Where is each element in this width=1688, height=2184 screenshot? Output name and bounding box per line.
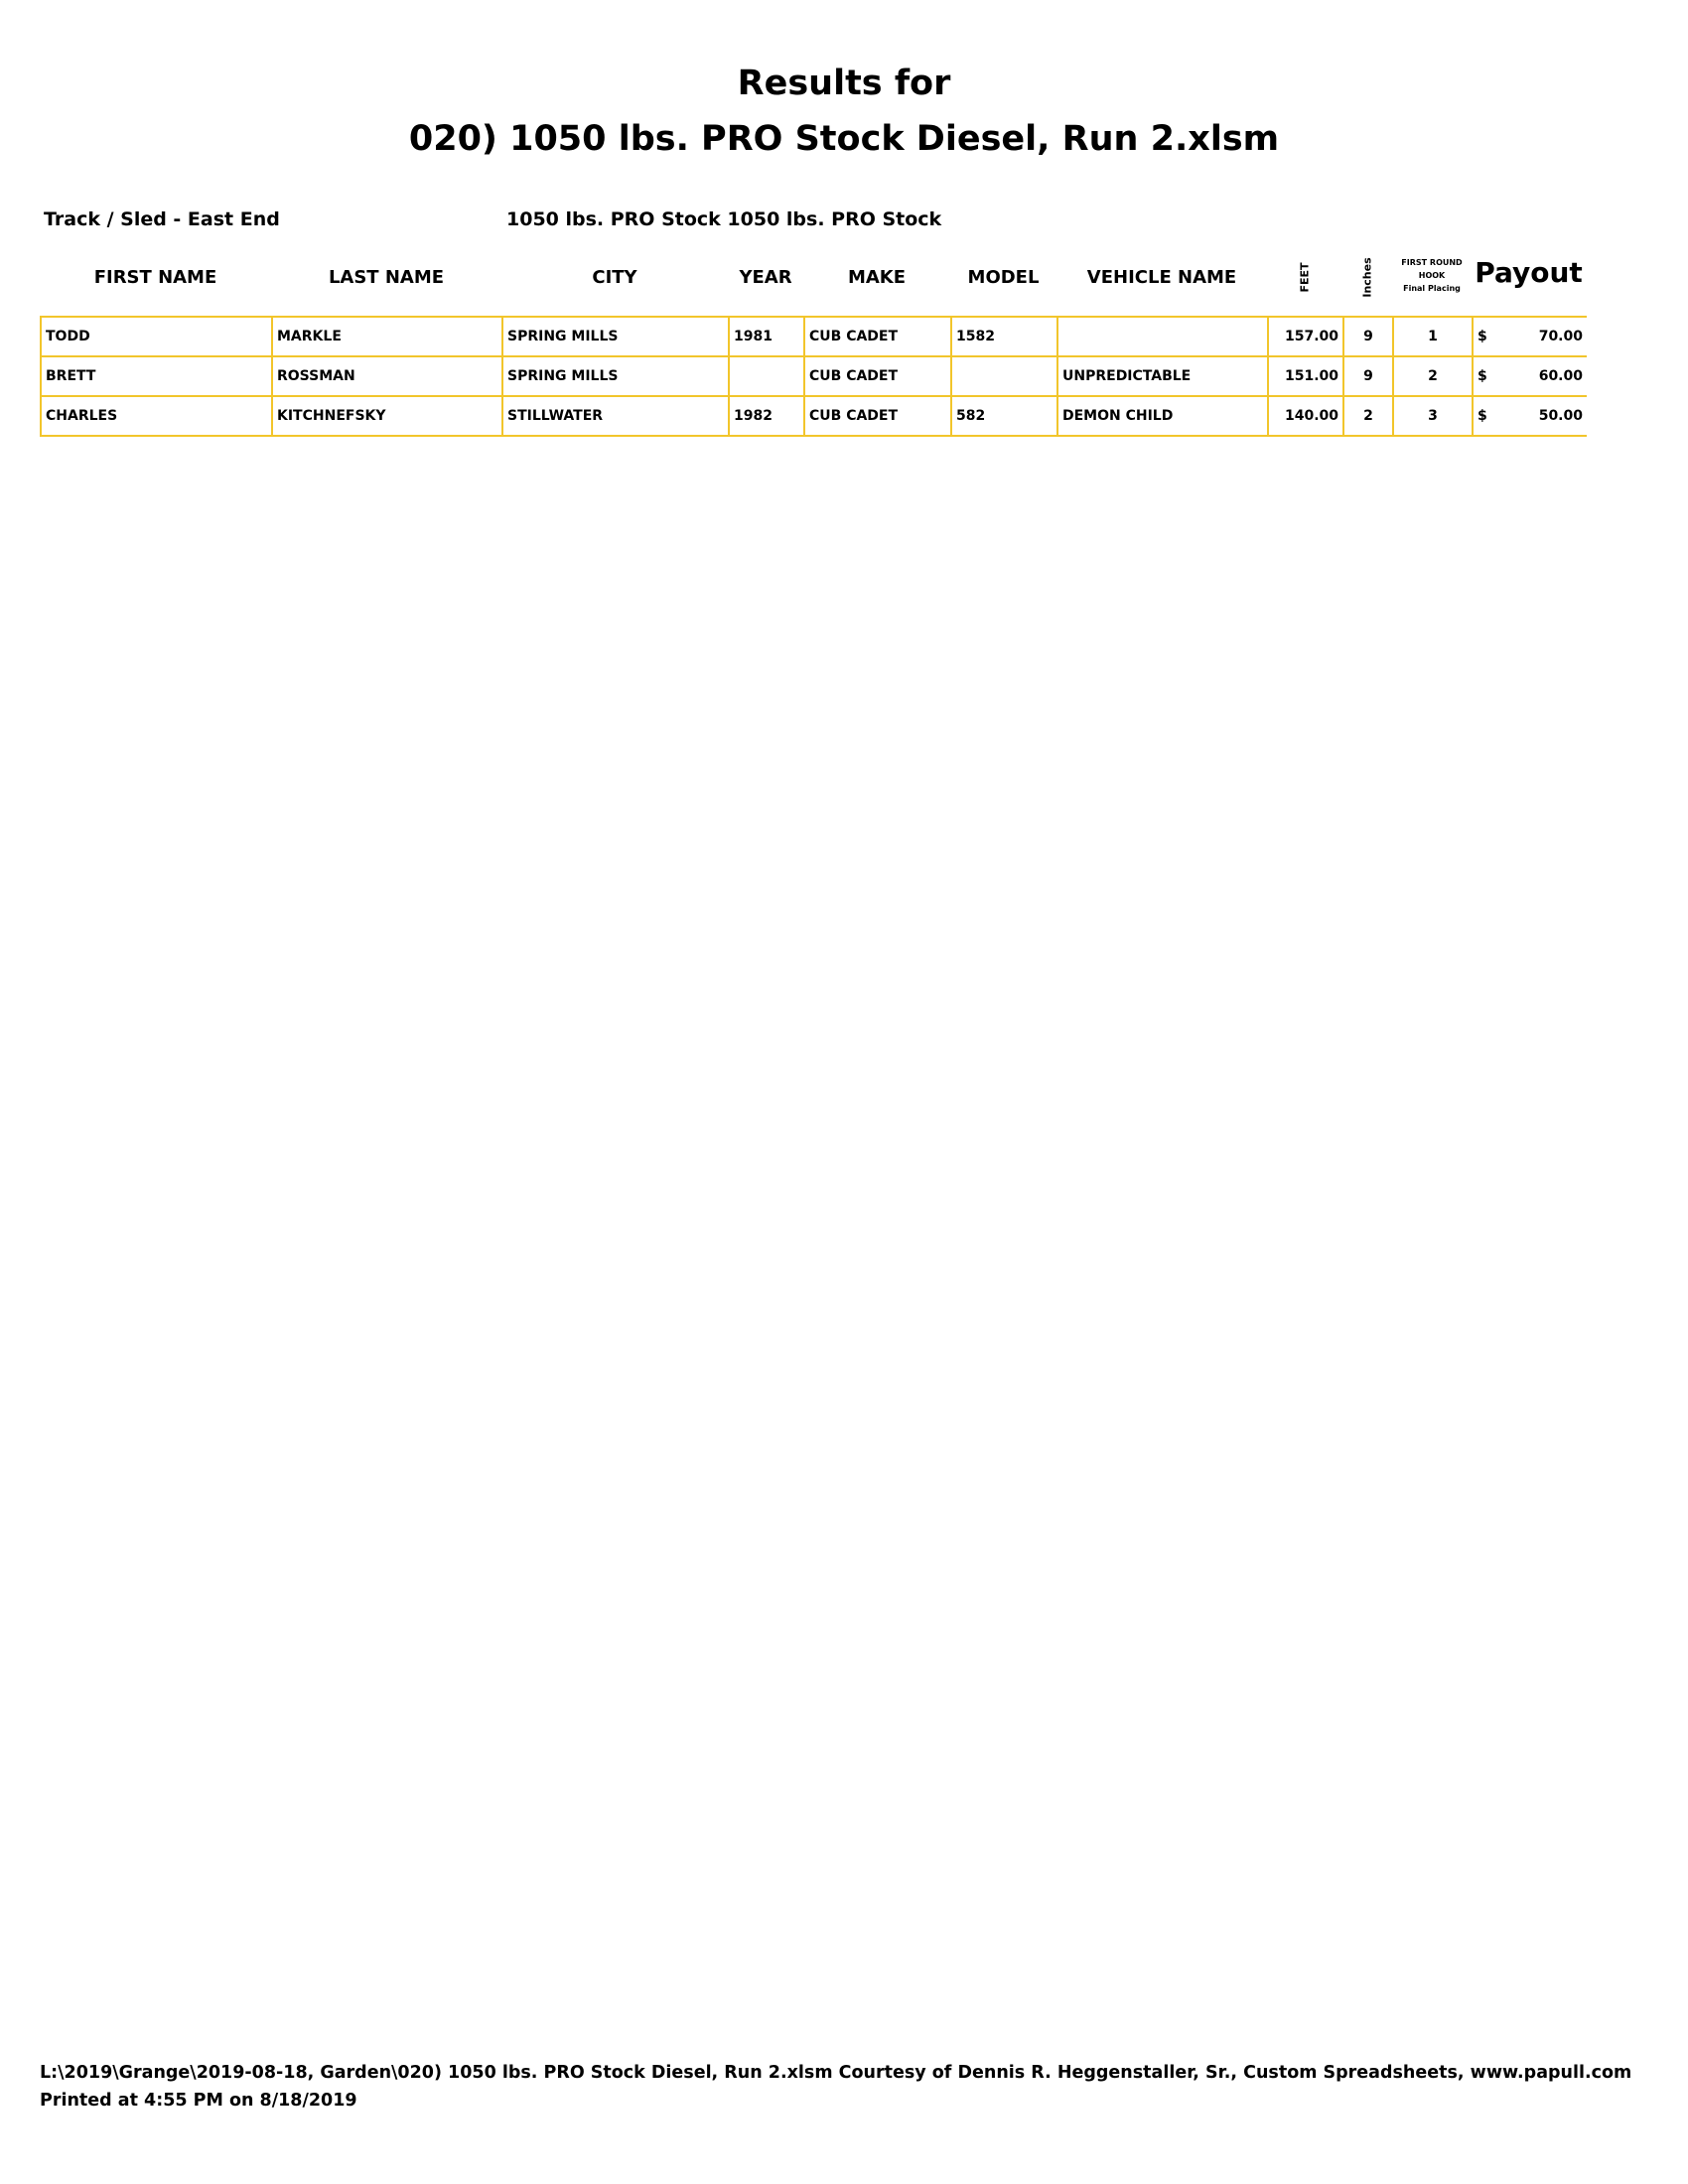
cell-inches: 9 — [1343, 356, 1393, 396]
header-model: MODEL — [967, 266, 1040, 288]
payout-amount: 50.00 — [1538, 408, 1583, 424]
cell-model: 1582 — [951, 317, 1057, 356]
report-filename-title: 020) 1050 lbs. PRO Stock Diesel, Run 2.xlsm — [408, 119, 1280, 159]
header-vehicle-name: VEHICLE NAME — [1086, 266, 1237, 288]
footer-file-path: L:\2019\Grange\2019-08-18, Garden\020) 1050 lbs. PRO Stock Diesel, Run 2.xlsm Courtesy of Dennis R. Heggenstaller, Sr., Custom Spreadsheets, www.papull.com — [40, 2063, 1632, 2083]
cell-make: CUB CADET — [804, 396, 951, 436]
header-last-name: LAST NAME — [328, 266, 445, 288]
cell-vehicle-name: UNPREDICTABLE — [1057, 356, 1268, 396]
currency-symbol: $ — [1477, 408, 1487, 424]
cell-first-name: CHARLES — [41, 396, 272, 436]
footer-printed-at: Printed at 4:55 PM on 8/18/2019 — [40, 2091, 357, 2111]
cell-placing: 1 — [1393, 317, 1473, 356]
cell-last-name: MARKLE — [272, 317, 502, 356]
cell-feet: 157.00 — [1268, 317, 1343, 356]
cell-make: CUB CADET — [804, 317, 951, 356]
currency-symbol: $ — [1477, 329, 1487, 344]
results-table — [40, 316, 1587, 437]
cell-payout — [1473, 317, 1587, 356]
cell-model: 582 — [951, 396, 1057, 436]
header-make: MAKE — [847, 266, 907, 288]
cell-city: STILLWATER — [502, 396, 729, 436]
cell-last-name: ROSSMAN — [272, 356, 502, 396]
table-row — [41, 317, 1587, 356]
currency-symbol: $ — [1477, 368, 1487, 384]
header-year: YEAR — [739, 266, 792, 288]
cell-feet: 151.00 — [1268, 356, 1343, 396]
cell-vehicle-name: DEMON CHILD — [1057, 396, 1268, 436]
cell-model — [951, 356, 1057, 396]
cell-placing: 3 — [1393, 396, 1473, 436]
header-feet: FEET — [1298, 261, 1312, 293]
cell-year — [729, 356, 804, 396]
cell-inches: 9 — [1343, 317, 1393, 356]
cell-first-name: TODD — [41, 317, 272, 356]
class-label: 1050 lbs. PRO Stock 1050 lbs. PRO Stock — [506, 208, 942, 230]
header-payout: Payout — [1475, 256, 1583, 289]
cell-first-name: BRETT — [41, 356, 272, 396]
cell-city: SPRING MILLS — [502, 317, 729, 356]
cell-make: CUB CADET — [804, 356, 951, 396]
table-row — [41, 356, 1587, 396]
header-inches: Inches — [1360, 256, 1374, 298]
report-title: Results for — [737, 64, 951, 103]
header-hook-placing: FIRST ROUND HOOK Final Placing — [1401, 258, 1463, 293]
payout-amount: 60.00 — [1538, 368, 1583, 384]
track-sled-label: Track / Sled - East End — [44, 208, 280, 230]
table-row — [41, 396, 1587, 436]
cell-feet: 140.00 — [1268, 396, 1343, 436]
cell-year: 1981 — [729, 317, 804, 356]
cell-vehicle-name — [1057, 317, 1268, 356]
cell-inches: 2 — [1343, 396, 1393, 436]
cell-payout — [1473, 396, 1587, 436]
cell-year: 1982 — [729, 396, 804, 436]
header-first-name: FIRST NAME — [93, 266, 217, 288]
cell-placing: 2 — [1393, 356, 1473, 396]
header-city: CITY — [592, 266, 637, 288]
cell-payout — [1473, 356, 1587, 396]
cell-city: SPRING MILLS — [502, 356, 729, 396]
payout-amount: 70.00 — [1538, 329, 1583, 344]
cell-last-name: KITCHNEFSKY — [272, 396, 502, 436]
